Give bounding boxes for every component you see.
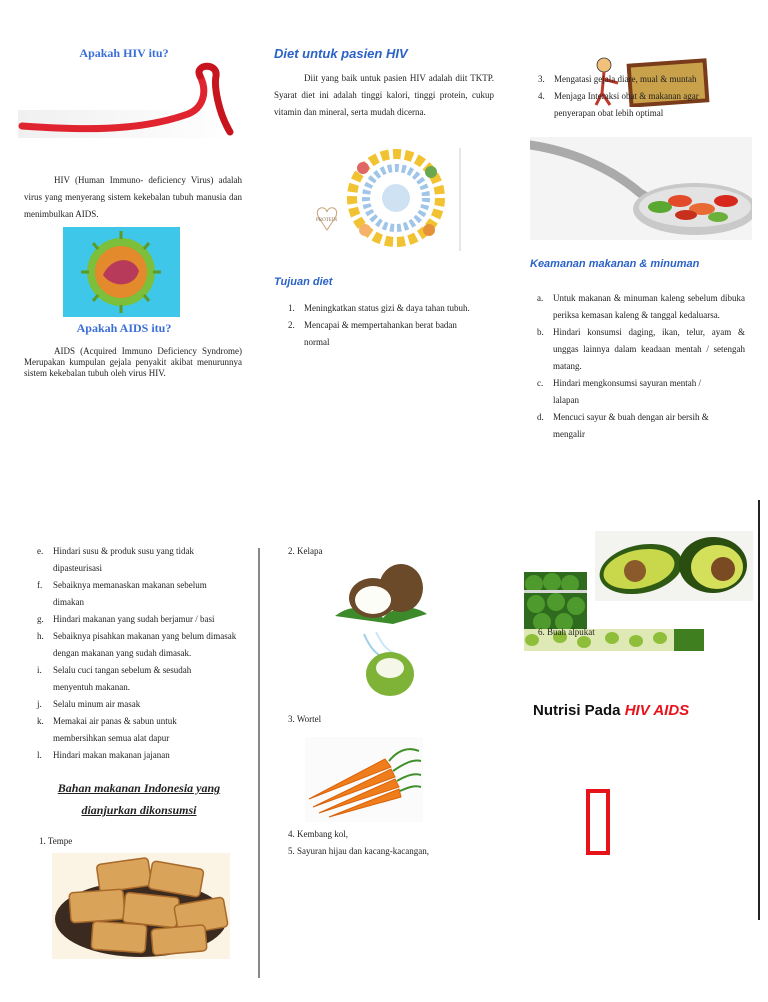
list-item: f. Sebaiknya memanaskan makanan sebelum dimakan bbox=[37, 580, 207, 607]
red-placeholder-glyph bbox=[586, 789, 610, 855]
list-item: g. Hindari makanan yang sudah berjamur / basi bbox=[37, 614, 215, 624]
column-divider bbox=[258, 548, 260, 978]
item-kelapa-label: 2. Kelapa bbox=[288, 546, 323, 556]
tujuan-list-cont bbox=[538, 71, 748, 122]
avocado-image bbox=[595, 531, 753, 601]
carrot-image bbox=[305, 737, 423, 822]
list-item: 3. Mengatasi gejala diare, mual & muntah bbox=[538, 74, 697, 84]
virus-image bbox=[63, 227, 180, 317]
list-item: l. Hindari makan makanan jajanan bbox=[37, 750, 170, 760]
aids-text: AIDS (Acquired Immuno Deficiency Syndrome) Merupakan kumpulan gejala penyakit akibat menurunnya sistem kekebalan tubuh oleh virus HIV. bbox=[24, 346, 242, 378]
list-item: j. Selalu minum air masak bbox=[37, 699, 141, 709]
tempe-image bbox=[52, 853, 230, 959]
green-coconut-image bbox=[356, 628, 424, 698]
cover-title bbox=[533, 702, 689, 719]
item-alpukat-label: 6. Buah alpukat bbox=[538, 627, 595, 637]
coconut-image bbox=[333, 562, 428, 627]
list-item: i. Selalu cuci tangan sebelum & sesudah menyentuh makanan. bbox=[37, 665, 192, 692]
vegetables-image bbox=[524, 572, 587, 630]
diet-text: Diit yang baik untuk pasien HIV adalah diit TKTP. Syarat diet ini adalah tinggi kalori, tinggi protein, cukup vitamin dan mineral, serta mudah dicerna. bbox=[274, 73, 494, 117]
title-bahan: Bahan makanan Indonesia yang dianjurkan dikonsumsi bbox=[57, 781, 221, 817]
keamanan-list-cont bbox=[37, 543, 247, 764]
list-item: 4. Menjaga Interaksi obat & makanan agar penyerapan obat lebih optimal bbox=[538, 91, 699, 118]
page-edge-line bbox=[758, 500, 760, 920]
red-ribbon-image bbox=[18, 62, 238, 140]
list-item: 1. Meningkatkan status gizi & daya tahan tubuh. bbox=[288, 303, 470, 313]
cover-title-main: Nutrisi Pada bbox=[533, 702, 625, 719]
title-hiv: Apakah HIV itu? bbox=[79, 46, 169, 60]
hiv-text: HIV (Human Immuno- deficiency Virus) adalah virus yang menyerang sistem kekebalan tubuh manusia dan menimbulkan AIDS. bbox=[24, 175, 242, 219]
protein-label: PROTEIN bbox=[316, 218, 338, 223]
list-item: e. Hindari susu & produk susu yang tidak dipasteurisasi bbox=[37, 546, 194, 573]
spoon-pills-image bbox=[530, 137, 752, 240]
cover-title-accent: HIV AIDS bbox=[624, 702, 690, 719]
keamanan-list bbox=[537, 290, 745, 443]
item-kembang-kol-label: 4. Kembang kol, bbox=[288, 829, 348, 839]
item-sayuran-label: 5. Sayuran hijau dan kacang-kacangan, bbox=[288, 846, 429, 856]
item-tempe-label: 1. Tempe bbox=[39, 836, 73, 846]
list-item: k. Memakai air panas & sabun untuk membersihkan semua alat dapur bbox=[37, 716, 177, 743]
list-item: c. Hindari mengkonsumsi sayuran mentah / lalapan bbox=[537, 378, 701, 405]
title-diet: Diet untuk pasien HIV bbox=[274, 46, 408, 61]
title-aids: Apakah AIDS itu? bbox=[76, 321, 172, 335]
list-item: b. Hindari konsumsi daging, ikan, telur, ayam & unggas lainnya dalam keadaan mentah / setengah matang. bbox=[537, 327, 745, 371]
list-item: h. Sebaiknya pisahkan makanan yang belum dimasak dengan makanan yang sudah dimasak. bbox=[37, 631, 237, 658]
list-item: a. Untuk makanan & minuman kaleng sebelum dibuka periksa kemasan kaleng & tanggal kedaluarsa. bbox=[537, 293, 745, 320]
item-wortel-label: 3. Wortel bbox=[288, 714, 322, 724]
food-wheel-image bbox=[303, 148, 463, 251]
list-item: d. Mencuci sayur & buah dengan air bersih & mengalir bbox=[537, 412, 709, 439]
tujuan-list bbox=[288, 300, 498, 351]
title-keamanan: Keamanan makanan & minuman bbox=[530, 258, 700, 270]
title-tujuan: Tujuan diet bbox=[274, 276, 333, 288]
list-item: 2. Mencapai & mempertahankan berat badan normal bbox=[288, 320, 457, 347]
